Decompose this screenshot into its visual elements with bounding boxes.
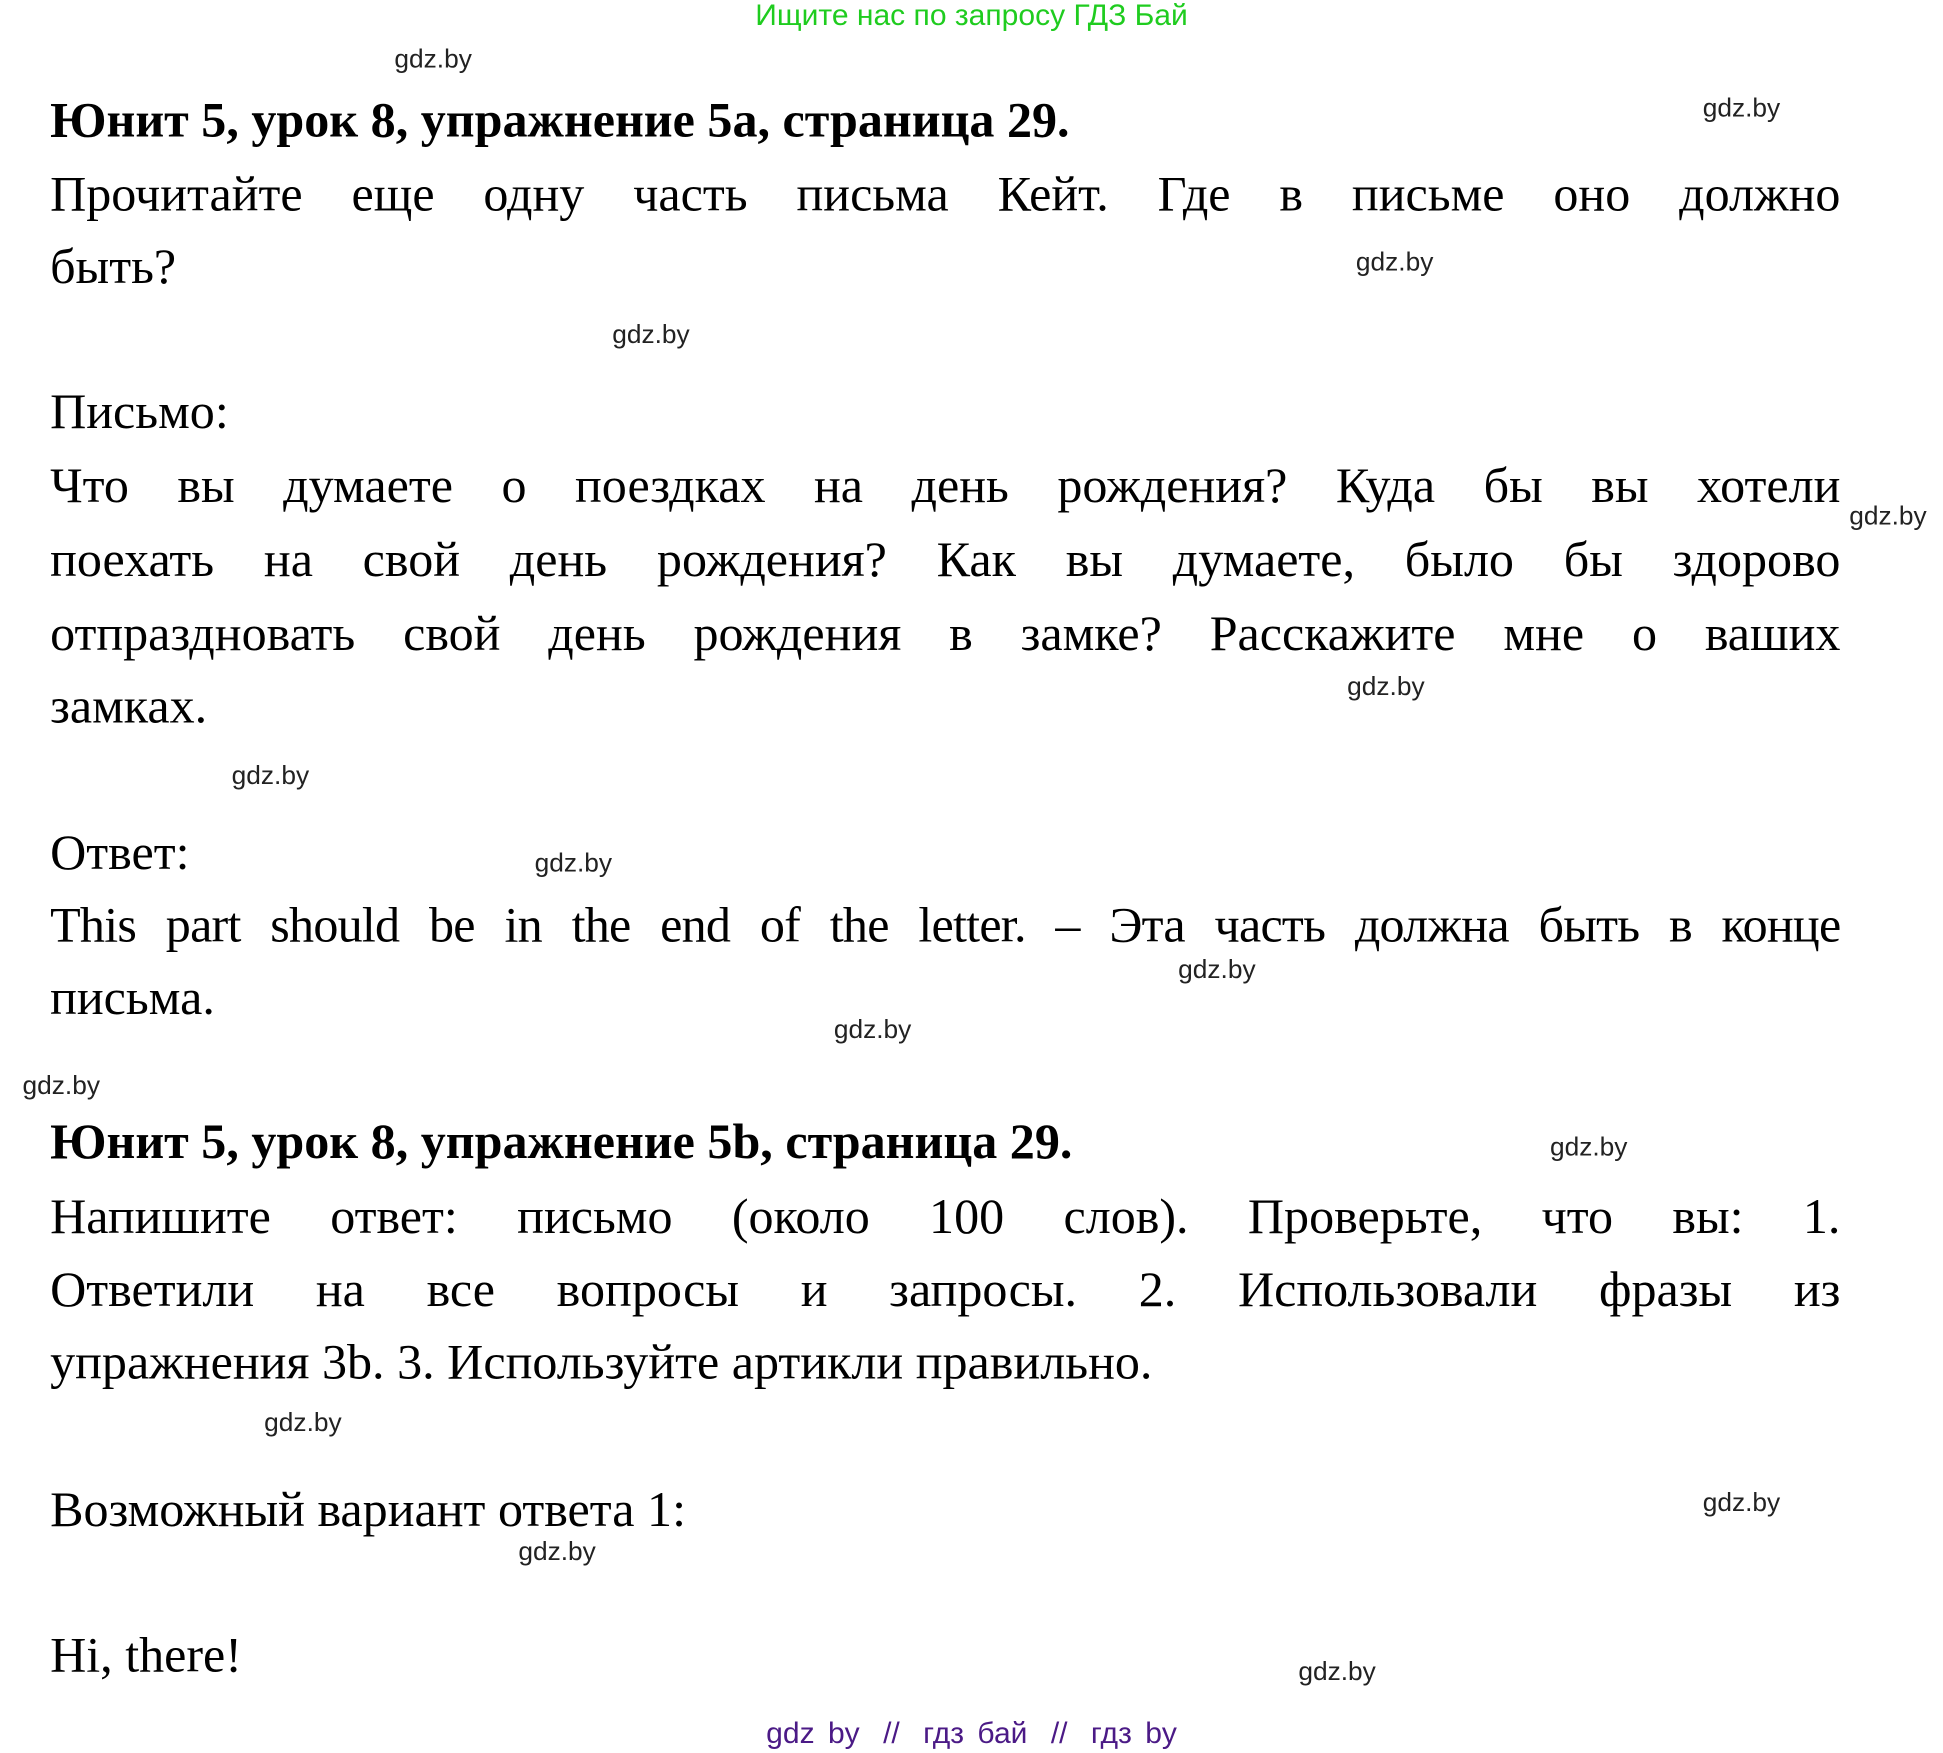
watermark: gdz.by — [1702, 1488, 1781, 1518]
letter-line-2: поехать на свой день рождения? Как вы думаете, было бы здорово — [50, 530, 1841, 588]
watermark: gdz.by — [1298, 1657, 1376, 1687]
task-5b-line-2: Ответили на все вопросы и запросы. 2. Использовали фразы из — [50, 1260, 1841, 1318]
watermark: gdz.by — [1849, 502, 1927, 531]
watermark: gdz.by — [1549, 1133, 1628, 1162]
answer-label: Ответ: — [50, 823, 190, 881]
watermark: gdz.by — [833, 1015, 912, 1045]
watermark: gdz.by — [1347, 672, 1425, 702]
variant-label: Возможный вариант ответа 1: — [50, 1481, 686, 1538]
letter-line-4: замках. — [50, 677, 208, 734]
search-banner — [0, 0, 1943, 34]
task-5a-line-2: быть? — [50, 237, 177, 295]
watermark: gdz.by — [1178, 955, 1256, 985]
task-5b-line-3: упражнения 3b. 3. Используйте артикли правильно. — [50, 1333, 1153, 1390]
answer-line-2: письма. — [50, 969, 215, 1026]
watermark: gdz.by — [1355, 247, 1434, 277]
watermark: gdz.by — [612, 320, 690, 350]
watermark: gdz.by — [518, 1537, 596, 1567]
task-5a-line-1: Прочитайте еще одну часть письма Кейт. Где в письме оно должно — [50, 165, 1841, 222]
watermark: gdz.by — [231, 761, 310, 791]
answer-line-1: This part should be in the end of the letter. – Эта часть должна быть в конце — [50, 896, 1841, 953]
letter-label: Письмо: — [50, 383, 229, 440]
watermark: gdz.by — [1702, 93, 1781, 123]
footer-separator: // — [883, 1716, 900, 1751]
footer-link-gdz-by-cyr[interactable]: гдз by — [1090, 1716, 1177, 1751]
search-banner-text: Ищите нас по запросу ГДЗ Бай — [755, 0, 1188, 33]
footer-link-gdz-by[interactable]: gdz by — [766, 1716, 860, 1751]
task-5b-line-1: Напишите ответ: письмо (около 100 слов). Проверьте, что вы: 1. — [50, 1188, 1841, 1245]
greeting: Hi, there! — [50, 1626, 242, 1683]
watermark: gdz.by — [264, 1408, 342, 1438]
watermark: gdz.by — [394, 45, 472, 74]
footer-link-gdz-bai[interactable]: гдз бай — [923, 1716, 1028, 1751]
watermark: gdz.by — [534, 848, 613, 878]
letter-line-1: Что вы думаете о поездках на день рождения? Куда бы вы хотели — [50, 456, 1841, 514]
footer-links — [0, 1715, 1943, 1753]
letter-line-3: отпраздновать свой день рождения в замке? Расскажите мне о ваших — [50, 604, 1841, 662]
footer-separator: // — [1050, 1716, 1068, 1751]
section-5b-heading: Юнит 5, урок 8, упражнение 5b, страница 29. — [50, 1113, 1073, 1170]
section-5a-heading: Юнит 5, урок 8, упражнение 5a, страница 29. — [50, 91, 1070, 148]
watermark: gdz.by — [22, 1071, 101, 1101]
